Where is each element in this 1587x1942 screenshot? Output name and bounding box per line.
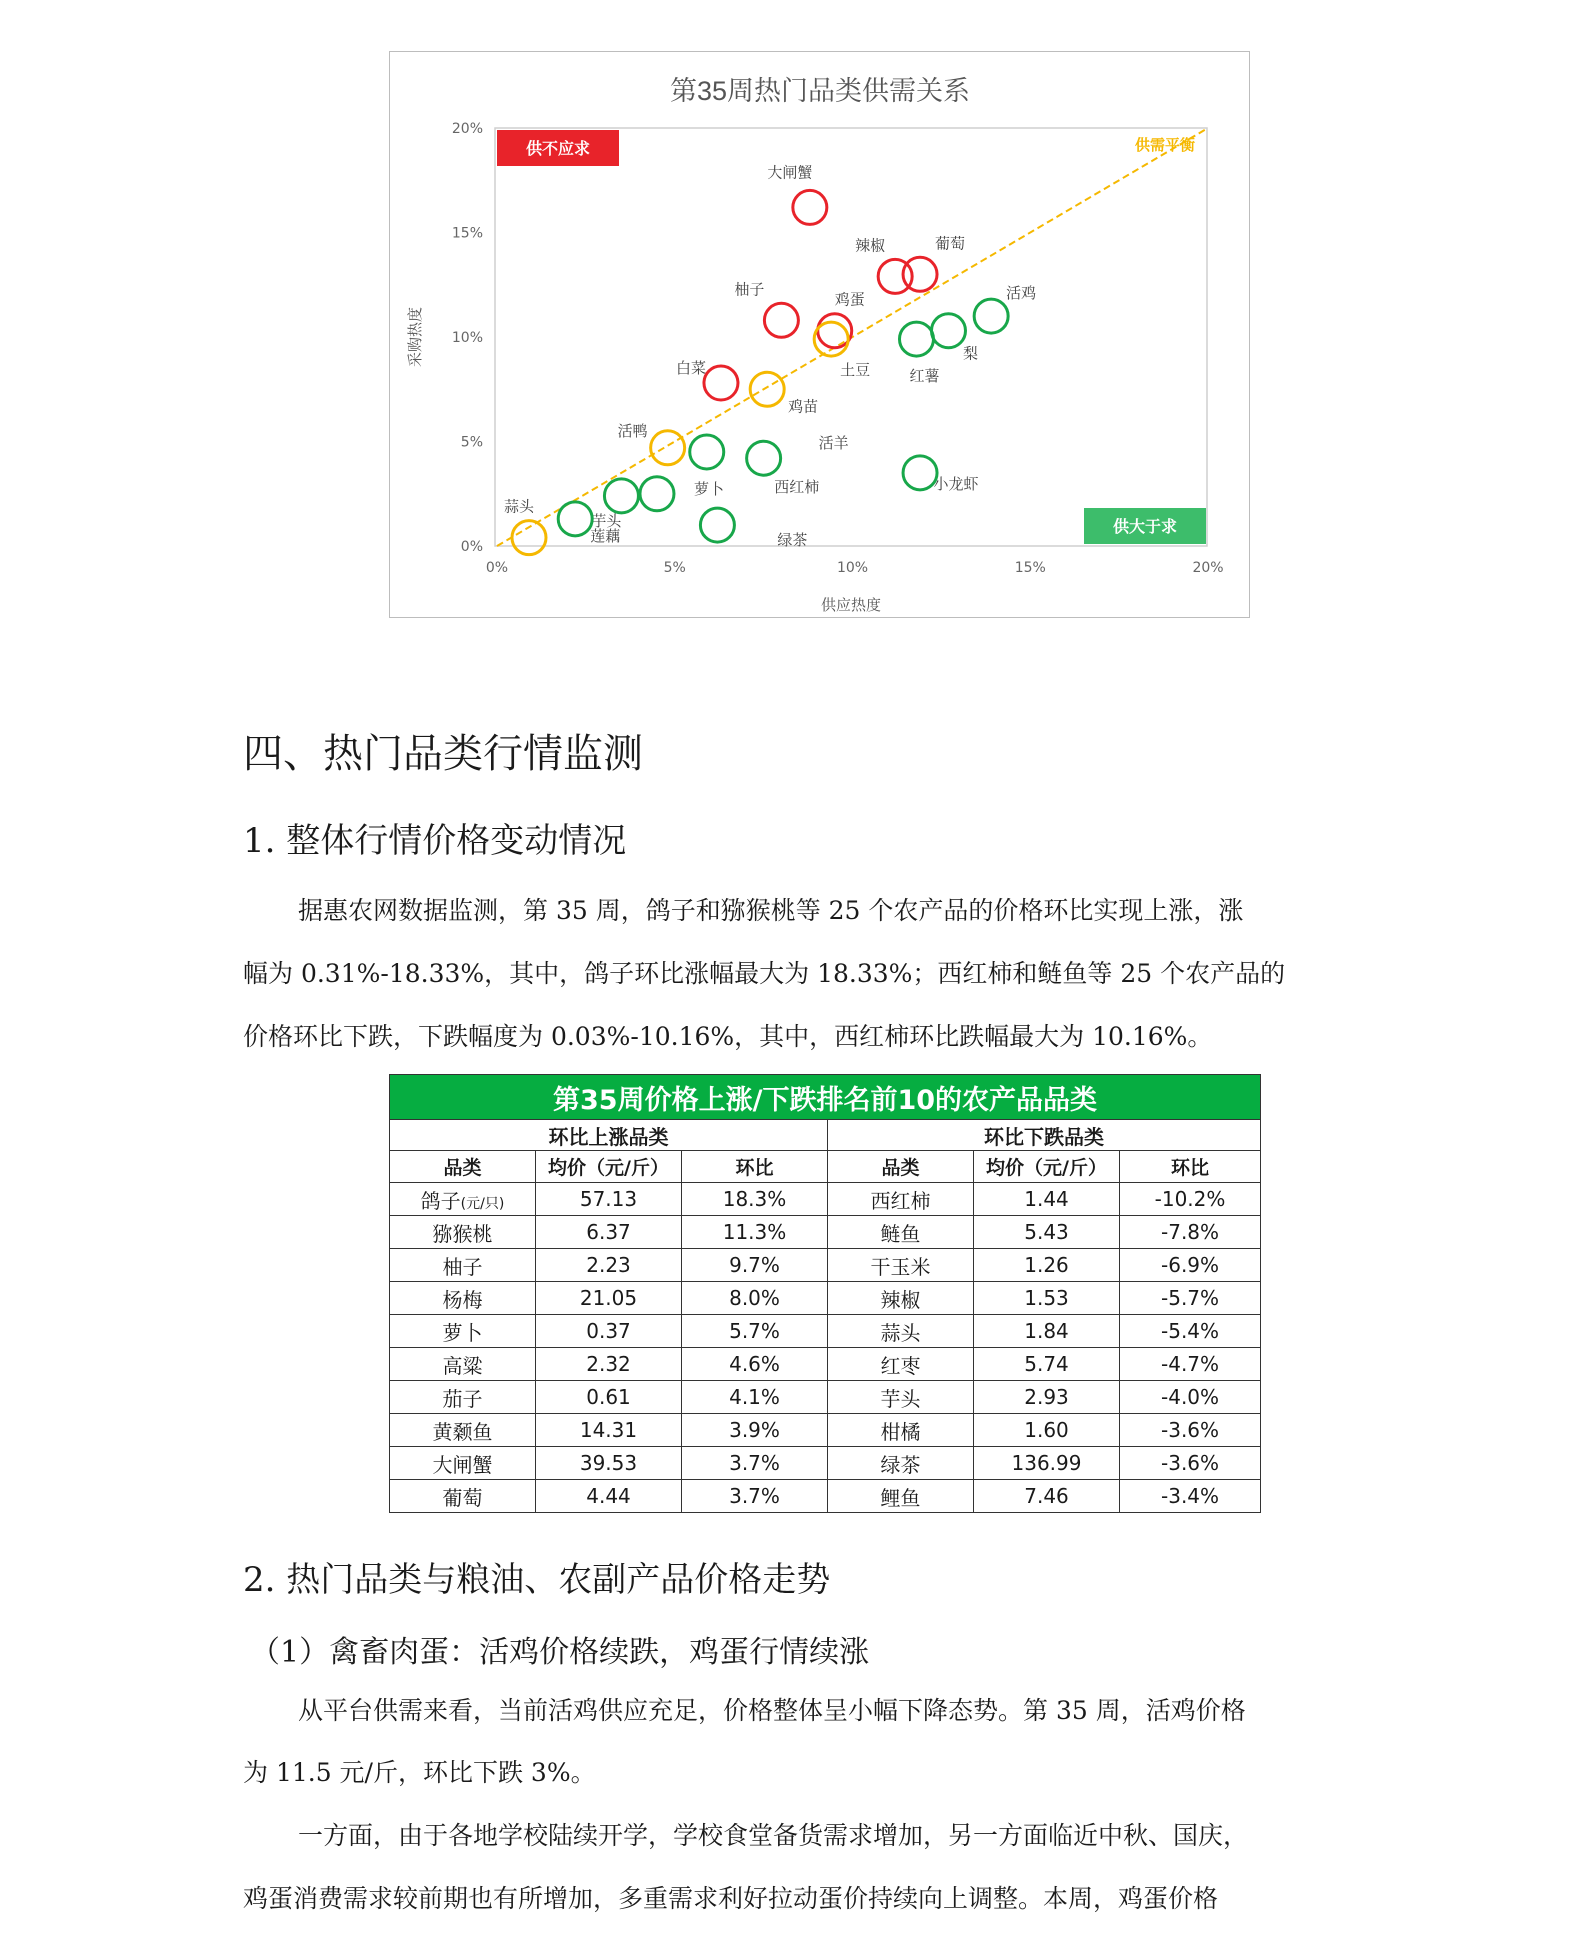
up-price-cell: 14.31 [536,1414,682,1447]
data-point [700,508,734,542]
up-price-cell: 2.32 [536,1348,682,1381]
item-name: 杨梅 [442,1287,483,1312]
col-item-header: 品类 [390,1151,536,1183]
up-price-cell: 0.37 [536,1315,682,1348]
down-price-cell: 1.60 [974,1414,1120,1447]
data-point [903,456,937,490]
x-tick-label: 0% [485,560,509,576]
table-row [390,1315,1261,1348]
down-price-cell: 2.93 [974,1381,1120,1414]
item-name: 萝卜 [442,1320,483,1345]
table-body [390,1183,1261,1513]
down-price-cell: 1.53 [974,1282,1120,1315]
data-label: 土豆 [840,361,871,380]
table-title: 第35周价格上涨/下跌排名前10的农产品品类 [390,1075,1261,1120]
down-change-cell: -3.6% [1120,1447,1261,1480]
down-item-cell: 鲤鱼 [828,1480,974,1513]
down-price-cell: 1.26 [974,1249,1120,1282]
table-row [390,1183,1261,1216]
x-axis-ticks [486,560,1224,576]
item-name: 大闸蟹 [432,1452,493,1477]
item-unit: (元/只) [460,1195,505,1212]
data-point [704,366,738,400]
down-change-cell: -7.8% [1120,1216,1261,1249]
x-tick-label: 20% [1192,560,1224,576]
up-change-cell: 3.9% [682,1414,828,1447]
down-item-cell: 干玉米 [828,1249,974,1282]
paragraph-3-line-2: 鸡蛋消费需求较前期也有所增加，多重需求利好拉动蛋价持续向上调整。本周，鸡蛋价格 [243,1884,1219,1913]
x-tick-label: 10% [836,560,869,576]
data-label: 活鸡 [1006,284,1037,303]
paragraph-1-line-2: 幅为 0.31%-18.33%，其中，鸽子环比涨幅最大为 18.33%；西红柿和鲢鱼等 25 个农产品的 [243,959,1286,988]
down-change-cell: -10.2% [1120,1183,1261,1216]
data-point [512,521,546,555]
down-change-cell: -3.4% [1120,1480,1261,1513]
table-row [390,1447,1261,1480]
down-item-cell: 柑橘 [828,1414,974,1447]
col-price-header: 均价（元/斤） [974,1151,1120,1183]
data-label: 鸡蛋 [834,290,865,309]
col-change-header: 环比 [1120,1151,1261,1183]
y-tick-label: 5% [460,434,483,451]
data-point [651,431,685,465]
table-row [390,1216,1261,1249]
col-item-header: 品类 [828,1151,974,1183]
scatter-chart [389,51,1250,618]
data-label: 鸡苗 [788,397,819,416]
down-price-cell: 7.46 [974,1480,1120,1513]
subsection-heading-1: 1. 整体行情价格变动情况 [243,821,627,861]
col-change-header: 环比 [682,1151,828,1183]
data-point [903,257,937,291]
up-price-cell: 21.05 [536,1282,682,1315]
up-group-header: 环比上涨品类 [390,1120,828,1151]
down-item-cell: 鲢鱼 [828,1216,974,1249]
item-name: 猕猴桃 [432,1221,493,1246]
up-change-cell: 8.0% [682,1282,828,1315]
data-point [690,435,724,469]
paragraph-2-line-1: 从平台供需来看，当前活鸡供应充足，价格整体呈小幅下降态势。第 35 周，活鸡价格 [298,1696,1246,1725]
down-price-cell: 5.43 [974,1216,1120,1249]
up-change-cell: 9.7% [682,1249,828,1282]
y-tick-label: 0% [460,539,483,555]
up-price-cell: 57.13 [536,1183,682,1216]
up-price-cell: 2.23 [536,1249,682,1282]
up-item-cell [390,1282,536,1315]
data-point [640,477,674,511]
down-change-cell: -4.7% [1120,1348,1261,1381]
up-change-cell: 4.1% [682,1381,828,1414]
data-point [793,190,827,224]
item-name: 黄颡鱼 [432,1419,493,1444]
up-item-cell [390,1381,536,1414]
up-item-cell [390,1348,536,1381]
item-name: 柚子 [442,1254,483,1279]
price-table [389,1074,1261,1513]
up-item-cell [390,1414,536,1447]
up-price-cell: 0.61 [536,1381,682,1414]
up-item-cell [390,1183,536,1216]
balance-reference-line [497,128,1208,546]
data-label: 活羊 [818,434,849,453]
data-point [899,322,933,356]
table-row [390,1249,1261,1282]
up-item-cell [390,1315,536,1348]
data-label: 芋头 [591,511,622,530]
data-label: 梨 [962,344,978,363]
item-name: 高粱 [442,1353,483,1378]
data-point [764,303,798,337]
data-label: 大闸蟹 [767,163,813,182]
paragraph-2-line-2: 为 11.5 元/斤，环比下跌 3%。 [243,1758,596,1787]
down-price-cell: 5.74 [974,1348,1120,1381]
down-item-cell: 芋头 [828,1381,974,1414]
data-point [750,372,784,406]
up-change-cell: 3.7% [682,1480,828,1513]
subsection-heading-2: 2. 热门品类与粮油、农副产品价格走势 [243,1560,831,1600]
up-item-cell [390,1249,536,1282]
up-price-cell: 4.44 [536,1480,682,1513]
x-tick-label: 15% [1014,560,1046,576]
table-row [390,1348,1261,1381]
down-item-cell: 绿茶 [828,1447,974,1480]
item-name: 鸽子 [420,1188,461,1213]
down-change-cell: -4.0% [1120,1381,1261,1414]
paragraph-3-line-1: 一方面，由于各地学校陆续开学，学校食堂备货需求增加，另一方面临近中秋、国庆， [298,1821,1249,1850]
data-label: 葡萄 [935,234,966,253]
data-label: 柚子 [734,280,765,299]
up-item-cell [390,1216,536,1249]
data-point [604,479,638,513]
data-label: 蒜头 [503,497,535,516]
up-change-cell: 18.3% [682,1183,828,1216]
down-change-cell: -5.7% [1120,1282,1261,1315]
up-change-cell: 5.7% [682,1315,828,1348]
down-price-cell: 136.99 [974,1447,1120,1480]
data-label: 西红柿 [774,477,820,496]
down-item-cell: 蒜头 [828,1315,974,1348]
down-price-cell: 1.84 [974,1315,1120,1348]
down-price-cell: 1.44 [974,1183,1120,1216]
x-tick-label: 5% [663,560,686,576]
data-label: 小龙虾 [933,474,979,493]
table-row [390,1480,1261,1513]
down-item-cell: 红枣 [828,1348,974,1381]
scatter-chart-svg [390,52,1251,619]
down-group-header: 环比下跌品类 [828,1120,1261,1151]
chart-title: 第35周热门品类供需关系 [669,76,971,106]
down-change-cell: -3.6% [1120,1414,1261,1447]
table-row [390,1381,1261,1414]
down-item-cell: 辣椒 [828,1282,974,1315]
section-heading: 四、热门品类行情监测 [243,731,643,777]
item-name: 茄子 [442,1386,483,1411]
y-axis-label: 采购热度 [406,306,424,368]
data-label: 萝卜 [693,479,724,498]
table-row [390,1414,1261,1447]
data-label: 红薯 [909,367,940,386]
subsection-heading-2-1: （1）禽畜肉蛋：活鸡价格续跌，鸡蛋行情续涨 [250,1635,870,1670]
paragraph-1-line-3: 价格环比下跌，下跌幅度为 0.03%-10.16%，其中，西红柿环比跌幅最大为 10.16%。 [243,1022,1213,1051]
down-change-cell: -6.9% [1120,1249,1261,1282]
data-point [974,299,1008,333]
table-row [390,1282,1261,1315]
data-label: 莲藕 [590,526,621,545]
y-tick-label: 15% [451,225,483,242]
shortage-region-label: 供不应求 [525,139,591,158]
up-item-cell [390,1447,536,1480]
down-item-cell: 西红柿 [828,1183,974,1216]
up-change-cell: 3.7% [682,1447,828,1480]
up-price-cell: 6.37 [536,1216,682,1249]
y-tick-label: 20% [451,121,483,137]
up-item-cell [390,1480,536,1513]
surplus-region-label: 供大于求 [1112,517,1178,536]
col-price-header: 均价（元/斤） [536,1151,682,1183]
data-label: 白菜 [675,358,706,377]
up-price-cell: 39.53 [536,1447,682,1480]
up-change-cell: 4.6% [682,1348,828,1381]
x-axis-label: 供应热度 [820,596,882,614]
item-name: 葡萄 [442,1485,483,1510]
y-tick-label: 10% [451,330,483,346]
paragraph-1-line-1: 据惠农网数据监测，第 35 周，鸽子和猕猴桃等 25 个农产品的价格环比实现上涨，涨 [298,896,1244,925]
y-axis-ticks [452,121,483,555]
down-change-cell: -5.4% [1120,1315,1261,1348]
data-point [747,441,781,475]
up-change-cell: 11.3% [682,1216,828,1249]
balance-line-label: 供需平衡 [1134,136,1196,154]
data-label: 活鸭 [617,421,648,440]
data-label: 绿茶 [777,531,808,550]
data-point [558,502,592,536]
data-point [931,314,965,348]
data-label: 辣椒 [855,236,886,255]
price-ranking-table [389,1074,1260,1513]
